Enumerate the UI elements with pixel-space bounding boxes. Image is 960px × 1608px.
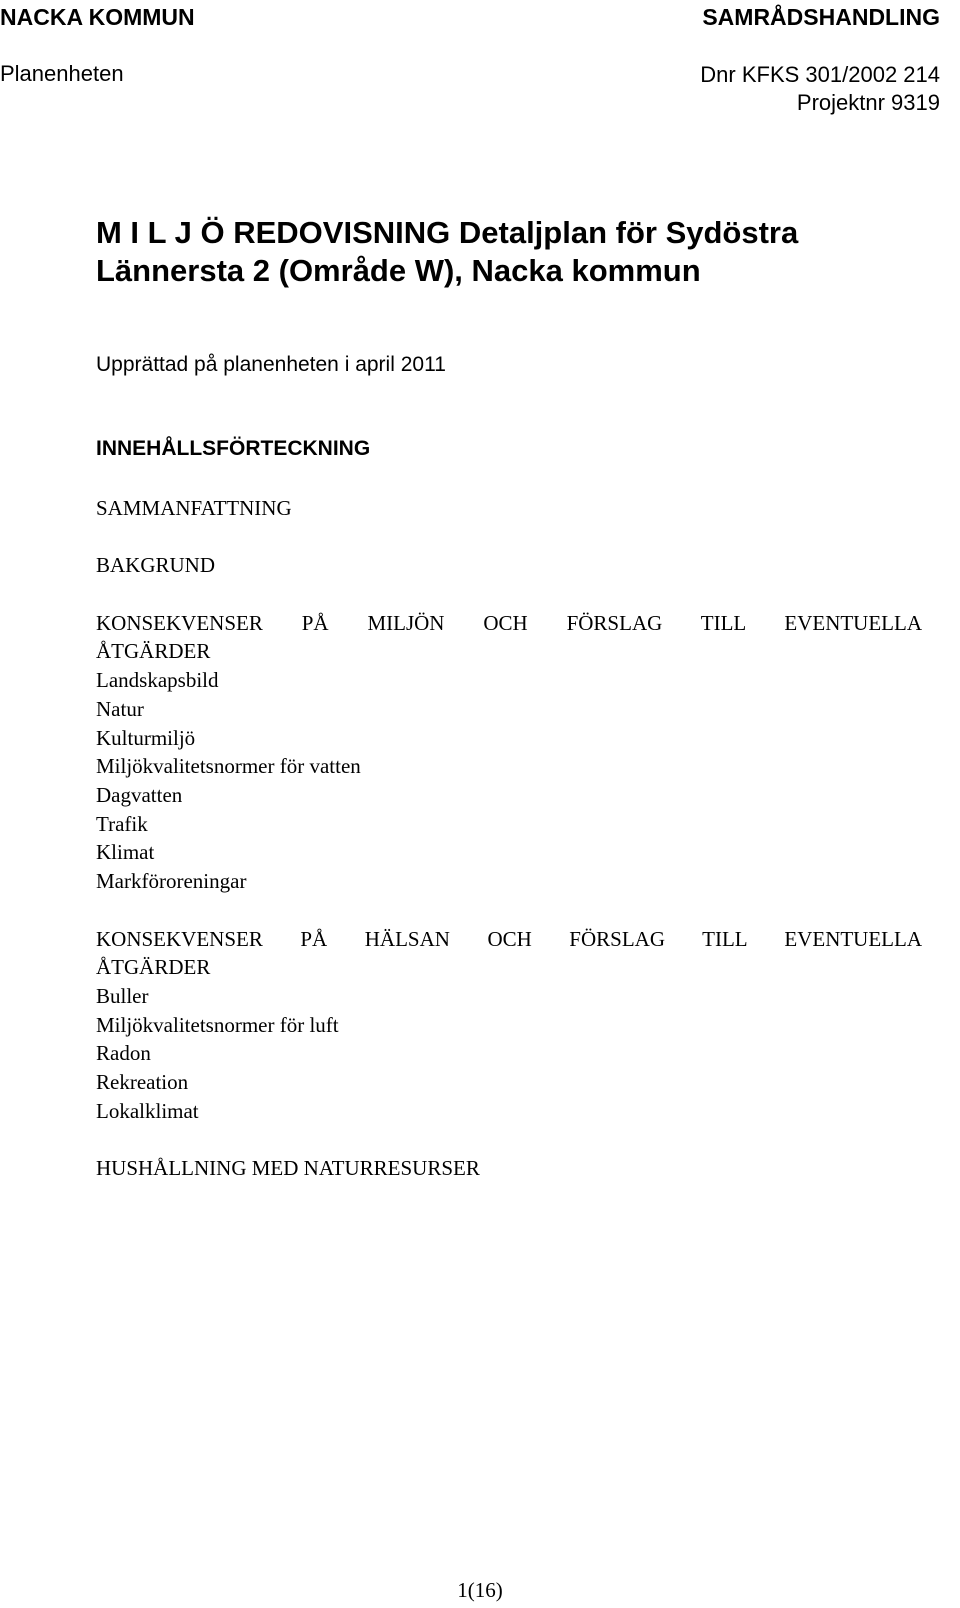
toc-spacer: [96, 580, 922, 609]
unit-name: Planenheten: [0, 61, 124, 86]
toc-subentry: Kulturmiljö: [96, 725, 196, 750]
toc-entry-background: BAKGRUND: [96, 553, 216, 578]
toc-entry-summary: SAMMANFATTNING: [96, 496, 292, 520]
diary-number: Dnr KFKS 301/2002 214: [700, 62, 940, 87]
reference-block: [700, 61, 940, 117]
toc-spacer: [96, 1125, 922, 1154]
toc-entry-health: KONSEKVENSER PÅ HÄLSAN OCH FÖRSLAG TILL EVENTUELLA: [96, 926, 922, 951]
toc-entry-resources: HUSHÅLLNING MED NATURRESURSER: [96, 1156, 480, 1181]
municipality-name: NACKA KOMMUN: [0, 4, 195, 30]
toc-spacer: [96, 523, 922, 552]
toc-entry-environment: KONSEKVENSER PÅ MILJÖN OCH FÖRSLAG TILL EVENTUELLA: [96, 610, 922, 635]
page-number: 1(16): [457, 1578, 503, 1602]
prepared-note: Upprättad på planenheten i april 2011: [96, 353, 446, 376]
toc-subentry: Markföroreningar: [96, 869, 247, 894]
toc-subentry: Dagvatten: [96, 783, 183, 807]
toc-subentry: Landskapsbild: [96, 668, 219, 693]
toc-subentry: Natur: [96, 696, 144, 721]
toc-subentry: Klimat: [96, 840, 155, 865]
table-of-contents: [96, 494, 922, 1183]
toc-subentry: Rekreation: [96, 1070, 189, 1095]
toc-subentry: Lokalklimat: [96, 1098, 199, 1123]
toc-heading: INNEHÅLLSFÖRTECKNING: [96, 437, 371, 460]
toc-spacer: [96, 896, 922, 925]
toc-entry-health-cont: ÅTGÄRDER: [96, 955, 211, 980]
document-title: M I L J Ö REDOVISNING Detaljplan för Sydöstra Lännersta 2 (Område W), Nacka kommun: [96, 215, 799, 288]
toc-subentry: Buller: [96, 983, 149, 1008]
project-number: Projektnr 9319: [796, 90, 940, 115]
toc-subentry: Radon: [96, 1041, 151, 1066]
toc-subentry: Miljökvalitetsnormer för luft: [96, 1012, 339, 1037]
toc-subentry: Miljökvalitetsnormer för vatten: [96, 754, 361, 779]
document-type: SAMRÅDSHANDLING: [702, 4, 940, 30]
toc-subentry: Trafik: [96, 811, 148, 836]
toc-entry-environment-cont: ÅTGÄRDER: [96, 639, 211, 664]
